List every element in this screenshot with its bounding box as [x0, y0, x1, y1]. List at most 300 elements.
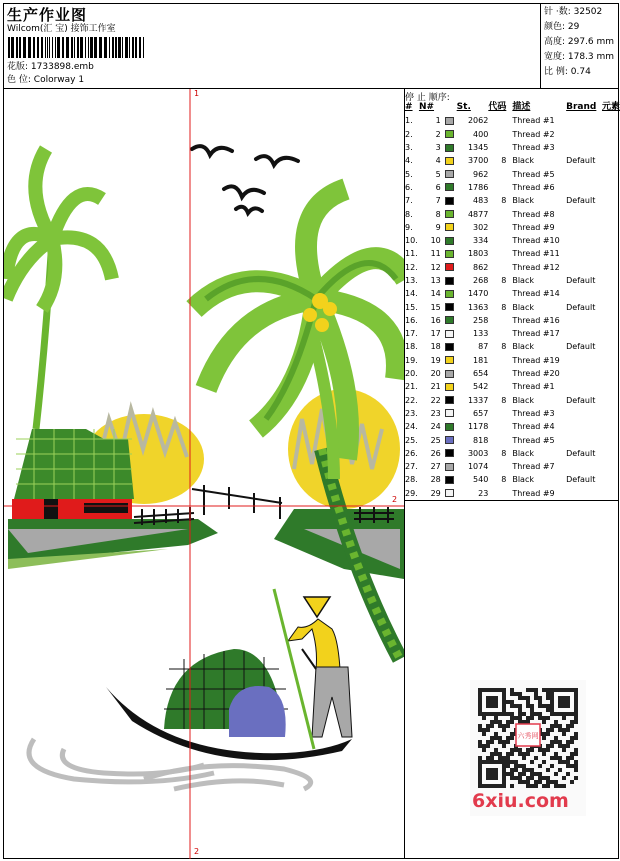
row-needle: 21 — [430, 382, 441, 392]
row-code — [488, 234, 512, 247]
thread-row — [405, 460, 620, 473]
row-brand — [566, 460, 602, 473]
seal-text: 六秀网 — [517, 732, 539, 740]
row-brand — [566, 247, 602, 260]
row-stitches: 1470 — [467, 289, 489, 299]
row-description: Thread #7 — [512, 462, 555, 472]
row-brand — [566, 327, 602, 340]
row-swatch — [445, 354, 457, 367]
row-code — [488, 207, 512, 220]
row-index: 25. — [405, 435, 418, 445]
row-stitches: 1786 — [467, 182, 489, 192]
row-needle: 22 — [430, 395, 441, 405]
row-needle: 15 — [430, 302, 441, 312]
row-swatch — [445, 487, 457, 500]
row-code — [488, 327, 512, 340]
thread-row — [405, 327, 620, 340]
thread-color-swatch — [445, 170, 454, 178]
thread-row — [405, 473, 620, 486]
thread-color-swatch — [445, 436, 454, 444]
row-index: 28. — [405, 475, 418, 485]
thread-color-swatch — [445, 316, 454, 324]
row-stitches: 23 — [478, 488, 489, 498]
thread-row — [405, 247, 620, 260]
thread-row — [405, 394, 620, 407]
row-needle: 5 — [435, 169, 441, 179]
row-brand — [566, 207, 602, 220]
row-needle: 17 — [430, 329, 441, 339]
row-needle: 10 — [430, 236, 441, 246]
design-stats — [544, 5, 614, 80]
thread-row — [405, 114, 620, 127]
thread-row — [405, 380, 620, 393]
row-swatch — [445, 261, 457, 274]
row-stitches: 862 — [473, 262, 489, 272]
row-stitches: 654 — [473, 369, 489, 379]
thread-color-swatch — [445, 449, 454, 457]
color-count: 颜色: 29 — [544, 22, 580, 32]
axis-mark-right: 2 — [392, 495, 398, 504]
col-element: 元素 — [601, 102, 620, 113]
row-description: Black — [512, 395, 534, 405]
row-code — [488, 460, 512, 473]
row-index: 4. — [405, 156, 413, 166]
row-description: Black — [512, 342, 534, 352]
row-description: Thread #5 — [512, 169, 555, 179]
row-needle: 25 — [430, 435, 441, 445]
design-height: 高度: 297.6 mm — [544, 37, 615, 47]
row-needle: 13 — [430, 276, 441, 285]
row-description: Thread #2 — [512, 129, 555, 139]
row-stitches: 540 — [473, 475, 489, 485]
embroidery-artwork — [4, 89, 404, 859]
thread-color-swatch — [445, 130, 454, 138]
thread-row — [405, 340, 620, 353]
row-description: Thread #20 — [512, 369, 560, 379]
row-brand — [566, 407, 602, 420]
thread-table-header — [405, 101, 620, 114]
thread-color-swatch — [445, 356, 454, 364]
row-brand — [566, 487, 602, 500]
row-stitches: 1345 — [467, 143, 489, 153]
row-brand — [566, 433, 602, 446]
row-needle: 28 — [430, 475, 441, 485]
axis-mark-top: 1 — [194, 89, 200, 98]
row-needle: 2 — [435, 129, 441, 139]
row-swatch — [445, 167, 457, 180]
row-description: Thread #3 — [512, 143, 555, 153]
thread-color-swatch — [445, 250, 454, 258]
col-needle: N# — [418, 102, 435, 113]
colorway-line — [7, 75, 84, 86]
row-index: 12. — [405, 262, 418, 272]
row-code — [488, 314, 512, 327]
design-scale: 比 例: 0.74 — [544, 67, 591, 77]
row-needle: 1 — [435, 116, 441, 126]
row-stitches: 302 — [473, 222, 489, 232]
row-stitches: 3700 — [467, 156, 489, 166]
row-needle: 16 — [430, 315, 441, 325]
row-code — [488, 487, 512, 500]
thread-row — [405, 207, 620, 220]
left-palm-tree — [6, 149, 112, 429]
row-stitches: 181 — [473, 355, 489, 365]
row-index: 27. — [405, 462, 418, 472]
row-index: 3. — [405, 143, 413, 153]
row-stitches: 962 — [473, 169, 489, 179]
row-description: Black — [512, 302, 534, 312]
row-needle: 14 — [430, 289, 441, 299]
row-index: 15. — [405, 302, 418, 312]
row-index: 2. — [405, 129, 413, 139]
row-index: 29. — [405, 488, 418, 498]
row-index: 22. — [405, 395, 418, 405]
row-swatch — [445, 221, 457, 234]
thread-color-swatch — [445, 423, 454, 431]
row-description: Thread #11 — [512, 249, 560, 259]
row-swatch — [445, 141, 457, 154]
row-code: 8 — [501, 196, 507, 206]
row-description: Black — [512, 196, 534, 206]
row-description: Thread #1 — [512, 116, 555, 126]
row-code: 8 — [501, 475, 507, 485]
row-description: Black — [512, 475, 534, 485]
thread-color-swatch — [445, 144, 454, 152]
row-brand — [566, 128, 602, 141]
row-stitches: 3003 — [467, 448, 489, 458]
table-bottom-divider — [404, 500, 619, 501]
row-index: 8. — [405, 209, 413, 219]
row-needle: 9 — [435, 222, 441, 232]
row-swatch — [445, 114, 457, 127]
thread-row — [405, 128, 620, 141]
thread-color-swatch — [445, 396, 454, 404]
row-brand — [566, 221, 602, 234]
row-swatch — [445, 128, 457, 141]
row-swatch — [445, 234, 457, 247]
row-needle: 18 — [430, 342, 441, 352]
row-description: Thread #17 — [512, 329, 560, 339]
row-code — [488, 128, 512, 141]
col-brand: Brand — [566, 102, 597, 113]
design-file: 1733898.emb — [30, 62, 94, 72]
thread-row — [405, 181, 620, 194]
thread-color-swatch — [445, 489, 454, 497]
thread-row — [405, 154, 620, 167]
row-index: 13. — [405, 276, 418, 285]
axis-mark-bottom: 2 — [194, 847, 200, 856]
row-code — [488, 114, 512, 127]
row-brand: Default — [566, 302, 596, 312]
row-brand — [566, 354, 602, 367]
thread-color-swatch — [445, 197, 454, 205]
row-brand — [566, 114, 602, 127]
thread-row — [405, 261, 620, 274]
row-brand: Default — [566, 276, 596, 285]
row-code: 8 — [501, 156, 507, 166]
thread-color-swatch — [445, 117, 454, 125]
row-stitches: 657 — [473, 408, 489, 418]
row-brand — [566, 314, 602, 327]
row-index: 5. — [405, 169, 413, 179]
thread-row — [405, 234, 620, 247]
row-swatch — [445, 194, 457, 207]
row-swatch — [445, 407, 457, 420]
row-swatch — [445, 340, 457, 353]
row-index: 1. — [405, 116, 413, 126]
row-stitches: 483 — [473, 196, 489, 206]
row-index: 24. — [405, 422, 418, 432]
row-swatch — [445, 473, 457, 486]
thread-row — [405, 300, 620, 313]
row-code: 8 — [501, 342, 507, 352]
row-swatch — [445, 300, 457, 313]
row-code — [488, 367, 512, 380]
row-brand: Default — [566, 448, 596, 458]
row-brand: Default — [566, 475, 596, 485]
row-stitches: 1178 — [467, 422, 489, 432]
row-description: Thread #9 — [512, 488, 555, 498]
row-stitches: 4877 — [467, 209, 489, 219]
thread-color-swatch — [445, 237, 454, 245]
row-description: Black — [512, 448, 534, 458]
design-line — [7, 62, 94, 73]
row-description: Thread #12 — [512, 262, 560, 272]
thread-row — [405, 420, 620, 433]
row-code — [488, 181, 512, 194]
row-brand: Default — [566, 342, 596, 352]
row-needle: 7 — [435, 196, 441, 206]
row-swatch — [445, 327, 457, 340]
row-stitches: 1337 — [467, 395, 489, 405]
row-stitches: 2062 — [467, 116, 489, 126]
row-stitches: 818 — [473, 435, 489, 445]
thread-color-swatch — [445, 290, 454, 298]
row-swatch — [445, 247, 457, 260]
thread-row — [405, 367, 620, 380]
row-swatch — [445, 420, 457, 433]
row-swatch — [445, 274, 457, 287]
row-description: Thread #5 — [512, 435, 555, 445]
col-stitches: St. — [456, 102, 471, 113]
row-description: Thread #1 — [512, 382, 555, 392]
thread-row — [405, 314, 620, 327]
row-description: Thread #10 — [512, 236, 560, 246]
row-brand — [566, 167, 602, 180]
boatman — [274, 589, 352, 749]
col-description: 描述 — [512, 102, 531, 113]
row-code: 8 — [501, 302, 507, 312]
row-stitches: 400 — [473, 129, 489, 139]
row-swatch — [445, 447, 457, 460]
row-brand — [566, 367, 602, 380]
thread-color-swatch — [445, 183, 454, 191]
stitch-count: 针 ·数: 32502 — [544, 7, 603, 17]
row-stitches: 258 — [473, 315, 489, 325]
row-index: 10. — [405, 236, 418, 246]
row-swatch — [445, 287, 457, 300]
thread-color-swatch — [445, 277, 454, 285]
thread-row — [405, 167, 620, 180]
thread-row — [405, 221, 620, 234]
row-index: 14. — [405, 289, 418, 299]
row-description: Thread #16 — [512, 315, 560, 325]
row-needle: 27 — [430, 462, 441, 472]
design-label: 花版: — [7, 62, 29, 72]
row-brand — [566, 287, 602, 300]
thread-row — [405, 141, 620, 154]
row-description: Thread #4 — [512, 422, 555, 432]
sequence-title: 停 止 顺序: — [405, 93, 450, 103]
thread-color-swatch — [445, 263, 454, 271]
row-swatch — [445, 207, 457, 220]
row-code: 8 — [501, 276, 507, 285]
row-needle: 19 — [430, 355, 441, 365]
thread-row — [405, 354, 620, 367]
thread-row — [405, 447, 620, 460]
meta-divider — [540, 3, 541, 88]
row-description: Black — [512, 276, 534, 285]
row-index: 18. — [405, 342, 418, 352]
row-index: 9. — [405, 222, 413, 232]
embroidery-preview — [4, 89, 404, 859]
row-code — [488, 354, 512, 367]
row-stitches: 1803 — [467, 249, 489, 259]
thread-row — [405, 487, 620, 500]
thread-row — [405, 194, 620, 207]
colorway-value: Colorway 1 — [33, 75, 85, 85]
row-code: 8 — [501, 395, 507, 405]
row-swatch — [445, 367, 457, 380]
row-index: 16. — [405, 315, 418, 325]
water-ripples — [29, 739, 311, 789]
row-needle: 11 — [430, 249, 441, 259]
thread-color-swatch — [445, 303, 454, 311]
row-needle: 29 — [430, 488, 441, 498]
row-swatch — [445, 181, 457, 194]
col-code: 代码 — [488, 102, 507, 113]
row-description: Thread #8 — [512, 209, 555, 219]
row-needle: 24 — [430, 422, 441, 432]
row-description: Thread #9 — [512, 222, 555, 232]
row-code: 8 — [501, 448, 507, 458]
row-code — [488, 167, 512, 180]
row-needle: 6 — [435, 182, 441, 192]
thread-row — [405, 274, 620, 287]
row-description: Black — [512, 156, 534, 166]
row-brand — [566, 420, 602, 433]
site-watermark: 6xiu.com — [472, 790, 569, 812]
row-brand: Default — [566, 156, 596, 166]
thread-color-swatch — [445, 223, 454, 231]
company-name: Wilcom(汇 宝) 接饰工作室 — [7, 24, 116, 34]
thread-color-swatch — [445, 383, 454, 391]
row-brand: Default — [566, 395, 596, 405]
page-title: 生产作业图 — [7, 6, 88, 24]
row-stitches: 268 — [473, 276, 489, 285]
hut — [12, 429, 134, 527]
row-stitches: 87 — [478, 342, 489, 352]
row-code — [488, 433, 512, 446]
row-index: 11. — [405, 249, 418, 259]
row-needle: 20 — [430, 369, 441, 379]
row-code — [488, 380, 512, 393]
row-index: 19. — [405, 355, 418, 365]
row-brand — [566, 234, 602, 247]
row-index: 6. — [405, 182, 413, 192]
row-code — [488, 141, 512, 154]
thread-color-swatch — [445, 343, 454, 351]
colorway-label: 色 位: — [7, 75, 31, 85]
row-swatch — [445, 460, 457, 473]
row-needle: 8 — [435, 209, 441, 219]
thread-color-swatch — [445, 330, 454, 338]
row-needle: 23 — [430, 408, 441, 418]
thread-table — [405, 101, 620, 500]
row-code — [488, 420, 512, 433]
row-code — [488, 407, 512, 420]
thread-color-swatch — [445, 157, 454, 165]
row-stitches: 133 — [473, 329, 489, 339]
row-needle: 3 — [435, 143, 441, 153]
design-width: 宽度: 178.3 mm — [544, 52, 615, 62]
thread-color-swatch — [445, 210, 454, 218]
row-swatch — [445, 380, 457, 393]
row-swatch — [445, 433, 457, 446]
thread-color-swatch — [445, 370, 454, 378]
row-stitches: 542 — [473, 382, 489, 392]
row-description: Thread #3 — [512, 408, 555, 418]
row-code — [488, 287, 512, 300]
row-code — [488, 221, 512, 234]
row-stitches: 1074 — [467, 462, 489, 472]
thread-color-swatch — [445, 463, 454, 471]
row-description: Thread #6 — [512, 182, 555, 192]
thread-row — [405, 433, 620, 446]
row-brand: Default — [566, 196, 596, 206]
row-stitches: 1363 — [467, 302, 489, 312]
row-swatch — [445, 394, 457, 407]
thread-row — [405, 407, 620, 420]
row-brand — [566, 380, 602, 393]
barcode — [8, 37, 146, 58]
row-swatch — [445, 154, 457, 167]
col-index: # — [405, 102, 413, 113]
row-brand — [566, 141, 602, 154]
row-code — [488, 247, 512, 260]
row-description: Thread #19 — [512, 355, 560, 365]
row-stitches: 334 — [473, 236, 489, 246]
row-needle: 26 — [430, 448, 441, 458]
birds — [192, 146, 298, 213]
row-index: 21. — [405, 382, 418, 392]
thread-color-swatch — [445, 476, 454, 484]
row-description: Thread #14 — [512, 289, 560, 299]
row-index: 17. — [405, 329, 418, 339]
row-index: 26. — [405, 448, 418, 458]
row-swatch — [445, 314, 457, 327]
thread-row — [405, 287, 620, 300]
row-needle: 4 — [435, 156, 441, 166]
row-index: 20. — [405, 369, 418, 379]
row-code — [488, 261, 512, 274]
row-index: 7. — [405, 196, 413, 206]
row-brand — [566, 181, 602, 194]
thread-color-swatch — [445, 409, 454, 417]
row-needle: 12 — [430, 262, 441, 272]
row-brand — [566, 261, 602, 274]
row-index: 23. — [405, 408, 418, 418]
